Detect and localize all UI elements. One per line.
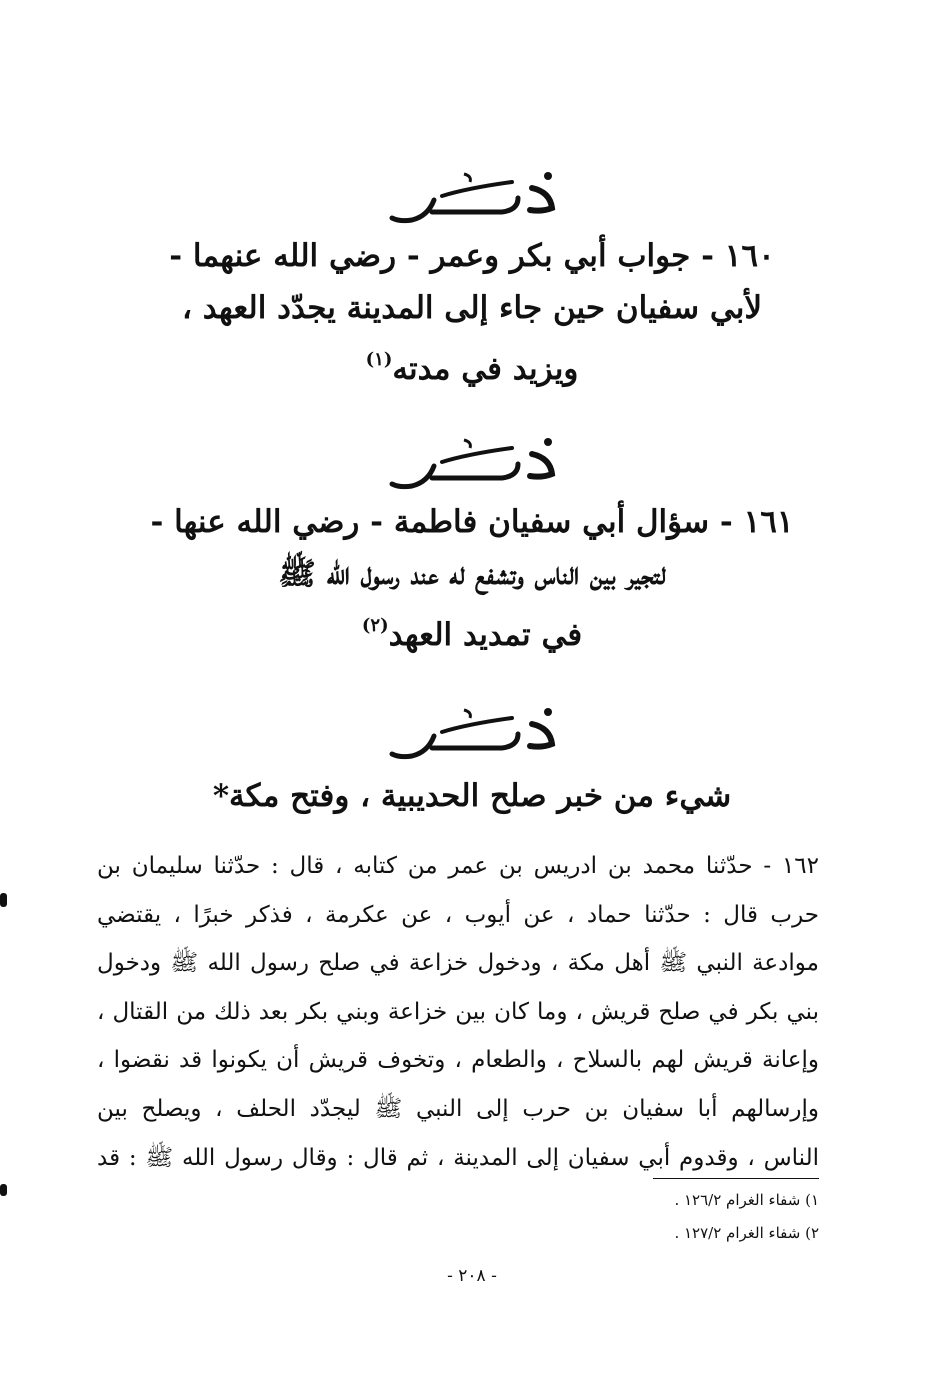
body-line: بني بكر في صلح قريش ، وما كان بين خزاعة وبني بكر بعد ذلك من القتال ، xyxy=(97,998,819,1025)
scan-edge-mark xyxy=(0,1184,7,1196)
page-number: - ٢٠٨ - xyxy=(447,1266,497,1286)
body-line: الناس ، وقدوم أبي سفيان إلى المدينة ، ثم قال : وقال رسول الله ﷺ : قد xyxy=(97,1144,819,1171)
section-hudaybiyyah xyxy=(120,704,824,822)
heading-line: ١٦٠ - جواب أبي بكر وعمر - رضي الله عنهما - xyxy=(169,238,775,274)
footnote-ref: (٢) xyxy=(361,615,389,636)
heading-line-text: ويزيد في مدته xyxy=(392,351,579,387)
body-line: حرب قال : حدّثنا حماد ، عن أيوب ، عن عكرمة ، فذكر خبرًا ، يقتضي xyxy=(97,901,819,928)
heading-line: شيء من خبر صلح الحديبية ، وفتح مكة* xyxy=(212,778,732,814)
dhikr-ornament-heading xyxy=(372,434,572,496)
heading-line: لأبي سفيان حين جاء إلى المدينة يجدّد العهد ، xyxy=(181,290,763,326)
section-160 xyxy=(120,168,824,395)
body-line: وإرسالهم أبا سفيان بن حرب إلى النبي ﷺ ليجدّد الحلف ، ويصلح بين xyxy=(97,1095,819,1122)
footnotes xyxy=(674,1184,819,1250)
footnote-1: ١) شفاء الغرام ١٢٦/٢ . xyxy=(674,1191,819,1209)
dhikr-ornament-heading xyxy=(372,704,572,766)
footnote-2: ٢) شفاء الغرام ١٢٧/٢ . xyxy=(674,1224,819,1242)
heading-line xyxy=(120,600,824,661)
section-heading xyxy=(120,230,824,395)
body-line: وإعانة قريش لهم بالسلاح ، والطعام ، وتخوف قريش أن يكونوا قد نقضوا ، xyxy=(97,1047,819,1074)
scan-edge-mark xyxy=(0,893,7,907)
body-paragraph xyxy=(97,842,819,1182)
section-heading xyxy=(120,496,824,661)
heading-line-text: في تمديد العهد xyxy=(388,617,583,653)
body-line: ١٦٢ - حدّثنا محمد بن ادريس بن عمر من كتابه ، قال : حدّثنا سليمان بن xyxy=(97,853,819,879)
section-heading xyxy=(120,770,824,822)
heading-line xyxy=(120,334,824,395)
dhikr-ornament-heading xyxy=(372,168,572,230)
body-line: موادعة النبي ﷺ أهل مكة ، ودخول خزاعة في صلح رسول الله ﷺ ودخول xyxy=(97,950,819,977)
heading-line: ١٦١ - سؤال أبي سفيان فاطمة - رضي الله عنها - xyxy=(150,504,794,540)
footnote-ref: (١) xyxy=(365,349,393,370)
footnote-separator xyxy=(653,1178,819,1179)
section-161 xyxy=(120,434,824,661)
heading-line: لتجير بين الناس وتشفع له عند رسول الله ﷺ xyxy=(278,556,666,592)
